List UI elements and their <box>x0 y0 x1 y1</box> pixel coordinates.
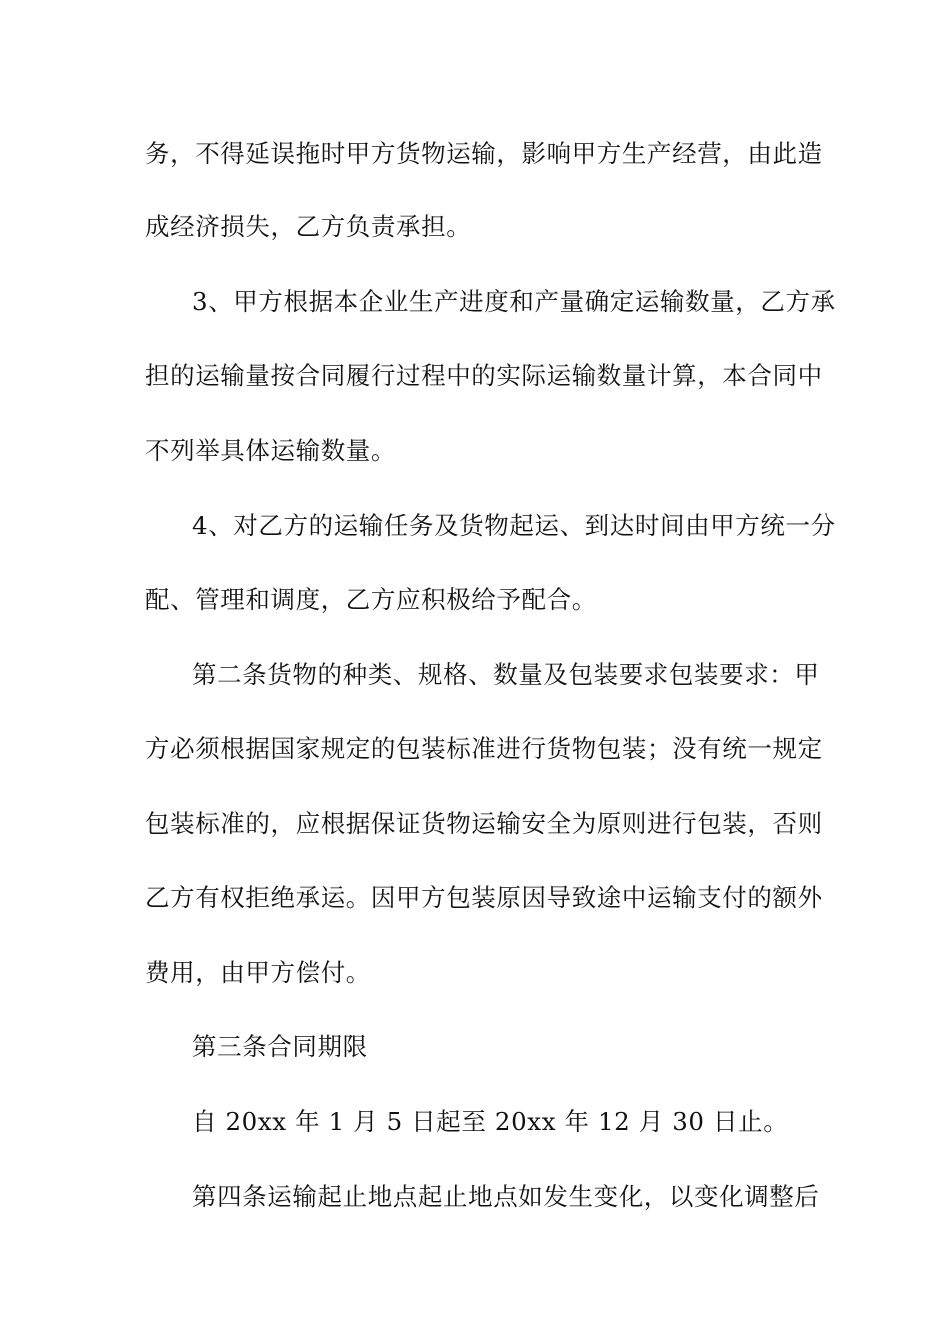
text-line: 务，不得延误拖时甲方货物运输，影响甲方生产经营，由此造 <box>145 139 823 168</box>
text-line: 第二条货物的种类、规格、数量及包装要求包装要求：甲 <box>192 660 820 689</box>
text-line: 自 20xx 年 1 月 5 日起至 20xx 年 12 月 30 日止。 <box>192 1107 789 1136</box>
text-line: 费用，由甲方偿付。 <box>145 958 371 987</box>
section-heading: 第三条合同期限 <box>192 1032 368 1061</box>
text-line: 第四条运输起止地点起止地点如发生变化，以变化调整后 <box>192 1182 820 1211</box>
text-line: 配、管理和调度，乙方应积极给予配合。 <box>145 585 597 614</box>
text-line: 成经济损失，乙方负责承担。 <box>145 212 472 241</box>
text-line: 担的运输量按合同履行过程中的实际运输数量计算，本合同中 <box>145 361 823 390</box>
text-line: 3、甲方根据本企业生产进度和产量确定运输数量，乙方承 <box>192 287 836 316</box>
text-line: 包装标准的，应根据保证货物运输安全为原则进行包装，否则 <box>145 809 823 838</box>
text-line: 乙方有权拒绝承运。因甲方包装原因导致途中运输支付的额外 <box>145 883 823 912</box>
text-line: 不列举具体运输数量。 <box>145 436 396 465</box>
text-line: 4、对乙方的运输任务及货物起运、到达时间由甲方统一分 <box>192 511 836 540</box>
text-line: 方必须根据国家规定的包装标准进行货物包装；没有统一规定 <box>145 734 823 763</box>
